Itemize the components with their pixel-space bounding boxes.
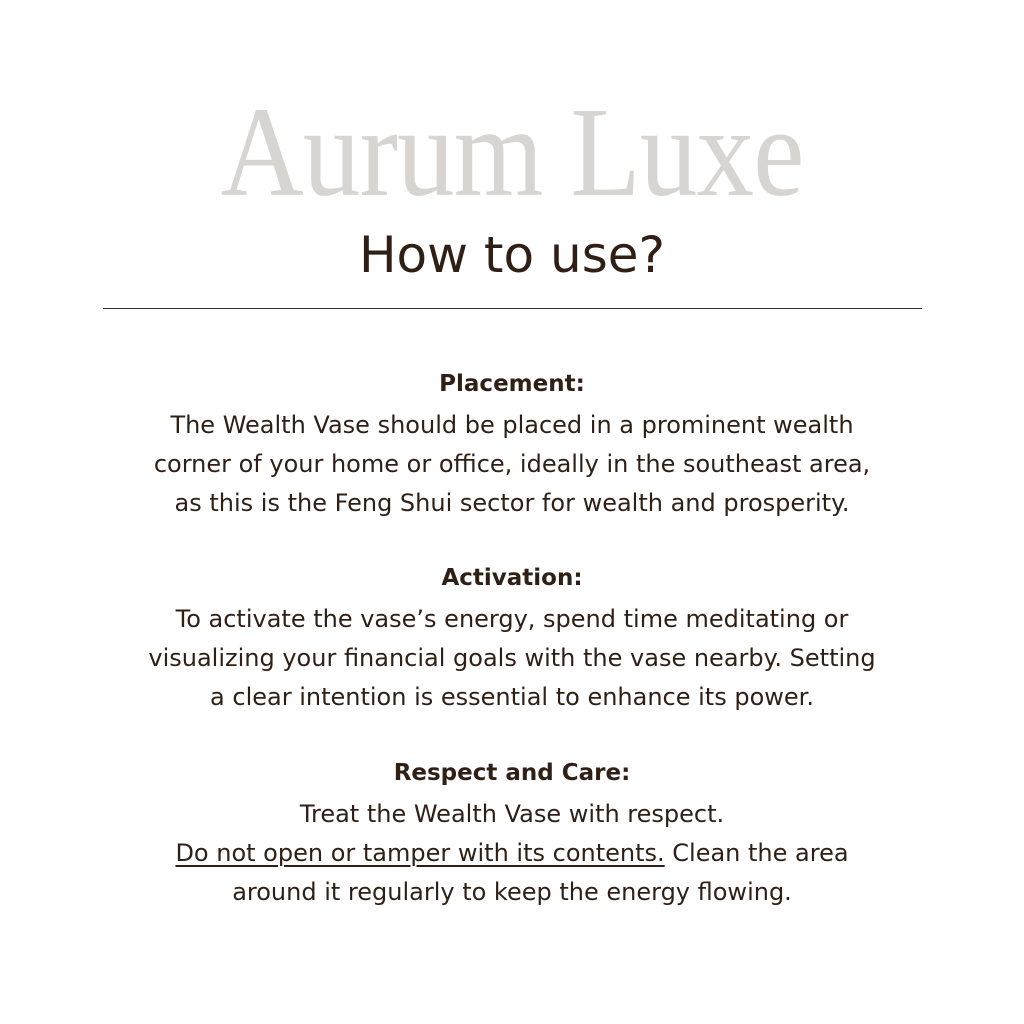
page-title: How to use? <box>358 226 666 284</box>
brand-logo-text: Aurum Luxe <box>220 81 804 223</box>
section-body <box>70 795 954 912</box>
body-line: visualizing your financial goals with the vase nearby. Setting <box>148 644 876 672</box>
section-body <box>70 406 954 523</box>
section-title: Activation: <box>441 565 583 591</box>
section-title: Respect and Care: <box>393 760 631 786</box>
section-body <box>70 600 954 717</box>
body-line: as this is the Feng Shui sector for wealth and prosperity. <box>174 489 850 517</box>
section-title: Placement: <box>439 371 585 397</box>
section-activation <box>70 562 954 717</box>
body-line <box>70 834 954 873</box>
body-line: To activate the vase’s energy, spend time meditating or <box>175 605 849 633</box>
body-line: corner of your home or office, ideally in the southeast area, <box>153 450 871 478</box>
section-placement <box>70 368 954 523</box>
body-line: a clear intention is essential to enhance its power. <box>210 683 814 711</box>
body-line: around it regularly to keep the energy flowing. <box>232 878 792 906</box>
body-line: Treat the Wealth Vase with respect. <box>299 800 725 828</box>
body-line: The Wealth Vase should be placed in a prominent wealth <box>170 411 854 439</box>
section-respect-and-care <box>70 757 954 912</box>
underlined-warning: Do not open or tamper with its contents. <box>175 839 665 867</box>
body-text: Clean the area <box>664 839 849 867</box>
divider <box>103 308 922 309</box>
